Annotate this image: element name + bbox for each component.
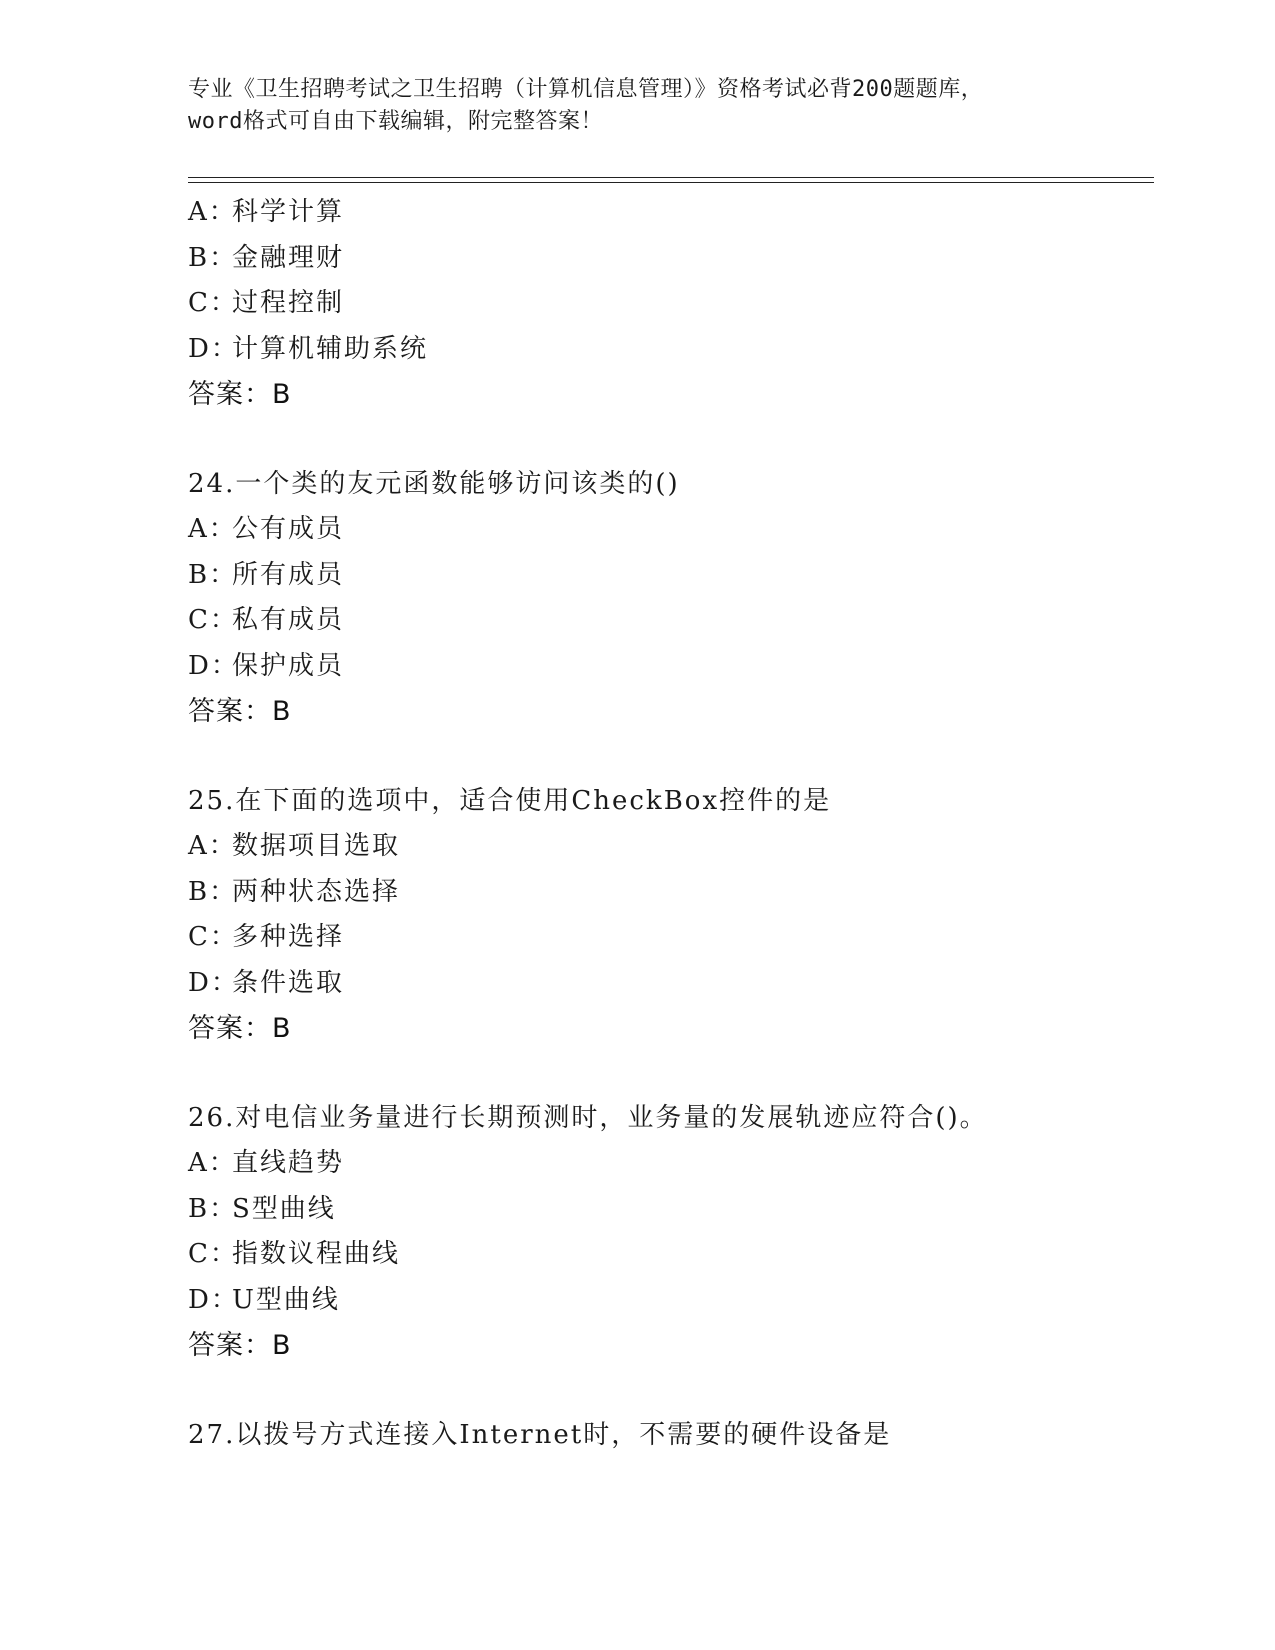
option-line [188, 1141, 1154, 1187]
option-line [188, 553, 1154, 599]
option-key: A： [188, 831, 237, 861]
option-text: 数据项目选取 [232, 831, 401, 861]
question-stem: 26.对电信业务量进行长期预测时，业务量的发展轨迹应符合()。 [188, 1102, 988, 1133]
header-divider-top [188, 177, 1154, 178]
header-line-2: word格式可自由下载编辑，附完整答案！ [188, 109, 603, 134]
option-text: S型曲线 [232, 1193, 336, 1224]
question-stem: 24.一个类的友元函数能够访问该类的() [188, 468, 680, 499]
option-line [188, 961, 1154, 1007]
question-block [188, 1096, 1154, 1369]
option-text: 所有成员 [232, 559, 345, 590]
option-text: U型曲线 [232, 1284, 340, 1315]
answer-line: 答案：B [188, 1013, 292, 1044]
option-line [188, 644, 1154, 690]
option-line [188, 870, 1154, 916]
option-text: 私有成员 [232, 605, 345, 635]
option-key: C： [188, 605, 238, 635]
option-text: 金融理财 [232, 242, 345, 273]
option-text: 条件选取 [232, 967, 345, 998]
option-text: 科学计算 [232, 197, 345, 227]
question-block [188, 779, 1154, 1052]
option-line [188, 327, 1154, 373]
answer-line: 答案：B [188, 379, 292, 410]
option-line [188, 1187, 1154, 1233]
option-line [188, 915, 1154, 961]
question-stem: 27.以拨号方式连接入Internet时，不需要的硬件设备是 [188, 1419, 892, 1450]
question-stem: 25.在下面的选项中，适合使用CheckBox控件的是 [188, 785, 832, 816]
header-divider-bottom [188, 182, 1154, 183]
option-key: A： [188, 1148, 237, 1178]
option-line [188, 824, 1154, 870]
option-text: 过程控制 [232, 288, 345, 318]
question-block [188, 462, 1154, 735]
option-key: B： [188, 559, 238, 590]
option-line [188, 236, 1154, 282]
option-key: D： [188, 1284, 239, 1315]
option-line [188, 281, 1154, 327]
option-key: D： [188, 333, 239, 364]
option-key: D： [188, 650, 239, 681]
question-list [188, 190, 1154, 1502]
option-line [188, 190, 1154, 236]
option-key: A： [188, 514, 237, 544]
question-block [188, 1413, 1154, 1459]
option-key: C： [188, 288, 238, 318]
option-line [188, 507, 1154, 553]
option-key: C： [188, 1239, 238, 1269]
answer-line: 答案：B [188, 696, 292, 727]
option-text: 公有成员 [232, 514, 345, 544]
option-text: 指数议程曲线 [232, 1239, 401, 1269]
option-text: 两种状态选择 [232, 876, 401, 907]
option-key: C： [188, 922, 238, 952]
option-key: B： [188, 876, 238, 907]
question-block [188, 190, 1154, 418]
document-header [188, 74, 1088, 138]
option-line [188, 598, 1154, 644]
option-text: 直线趋势 [232, 1148, 345, 1178]
option-text: 多种选择 [232, 922, 345, 952]
option-text: 保护成员 [232, 650, 345, 681]
option-line [188, 1278, 1154, 1324]
option-text: 计算机辅助系统 [232, 333, 429, 364]
option-key: B： [188, 1193, 238, 1224]
option-key: B： [188, 242, 238, 273]
answer-line: 答案：B [188, 1330, 292, 1361]
option-line [188, 1232, 1154, 1278]
header-line-1: 专业《卫生招聘考试之卫生招聘（计算机信息管理）》资格考试必背200题题库， [188, 77, 984, 102]
option-key: A： [188, 197, 237, 227]
option-key: D： [188, 967, 239, 998]
